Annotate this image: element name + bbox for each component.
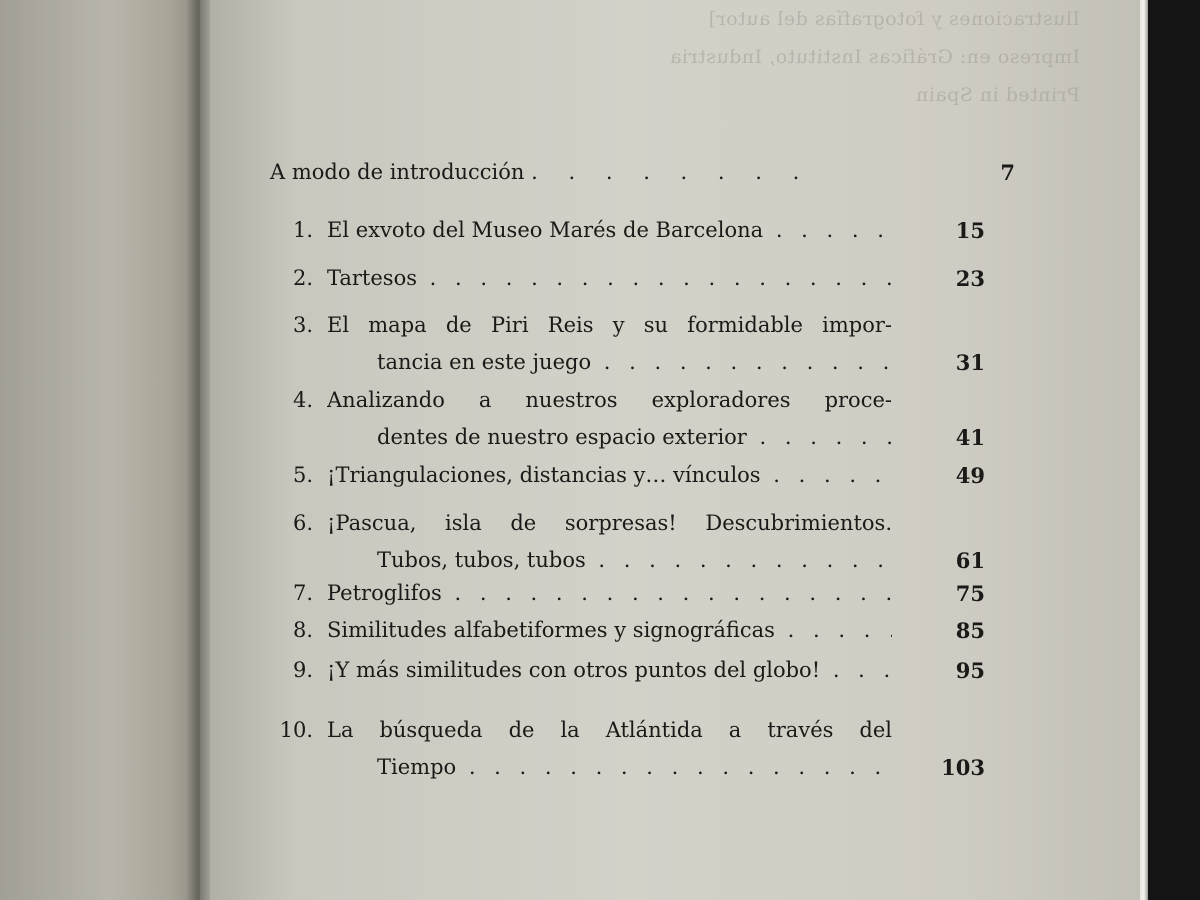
chapter-title-line: ¡Y más similitudes con otros puntos del globo! . . — [327, 658, 892, 682]
toc-entry — [245, 218, 1005, 255]
chapter-title-line: dentes de nuestro espacio exterior . . — [377, 425, 892, 449]
bleed-through-text — [560, 0, 1080, 115]
page-edge — [1140, 0, 1148, 900]
table-of-contents — [245, 148, 1015, 788]
chapter-number: 5. — [292, 463, 313, 487]
chapter-page-number: 75 — [955, 581, 985, 606]
chapter-title-line: Tiempo . . — [377, 755, 892, 779]
bleed-line: Impreso en: Gráficas Instituto, Industria — [669, 46, 1080, 68]
toc-entry — [245, 313, 1005, 387]
chapter-number: 3. — [292, 313, 313, 337]
intro-page-number: 7 — [1000, 160, 1015, 185]
chapter-number: 1. — [292, 218, 313, 242]
book-gutter — [186, 0, 210, 900]
toc-entry — [245, 581, 1005, 618]
chapter-number: 6. — [292, 511, 313, 535]
chapter-number: 8. — [292, 618, 313, 642]
chapter-page-number: 95 — [955, 658, 985, 683]
chapter-title-line: Petroglifos . . — [327, 581, 892, 605]
chapter-title-line: La búsqueda de la Atlántida a través del — [327, 718, 892, 742]
chapter-title-line: ¡Pascua, isla de sorpresas! Descubrimientos. — [327, 511, 892, 535]
bleed-line: Printed in Spain — [915, 84, 1080, 106]
chapter-title-line: Analizando a nuestros exploradores proce- — [327, 388, 892, 412]
chapter-page-number: 23 — [955, 266, 985, 291]
chapter-title-line: Tubos, tubos, tubos . . — [377, 548, 892, 572]
chapter-title-line: ¡Triangulaciones, distancias y… vínculos . . — [327, 463, 892, 487]
bleed-line: Ilustraciones y fotografías del autor] — [708, 8, 1080, 30]
chapter-title-line: El exvoto del Museo Marés de Barcelona . . — [327, 218, 892, 242]
chapter-number: 4. — [292, 388, 313, 412]
chapter-number: 9. — [292, 658, 313, 682]
chapter-page-number: 41 — [955, 425, 985, 450]
left-page — [0, 0, 200, 900]
chapter-title-line: El mapa de Piri Reis y su formidable impor- — [327, 313, 892, 337]
chapter-page-number: 61 — [955, 548, 985, 573]
toc-entry — [245, 618, 1005, 655]
chapter-page-number: 31 — [955, 350, 985, 375]
chapter-page-number: 49 — [955, 463, 985, 488]
toc-intro — [270, 160, 1015, 200]
chapter-title-line: Tartesos . . — [327, 266, 892, 290]
toc-entry — [245, 388, 1005, 462]
toc-entry — [245, 266, 1005, 303]
chapter-number: 7. — [292, 581, 313, 605]
chapter-page-number: 85 — [955, 618, 985, 643]
toc-entry — [245, 463, 1005, 500]
chapter-title-line: Similitudes alfabetiformes y signográficas . . — [327, 618, 892, 642]
intro-title: A modo de introducción . . . . . . . . — [270, 160, 812, 184]
chapter-number: 2. — [292, 266, 313, 290]
chapter-page-number: 103 — [941, 755, 985, 780]
chapter-number: 10. — [279, 718, 313, 742]
toc-entry — [245, 511, 1005, 585]
toc-entry — [245, 718, 1005, 792]
toc-entry — [245, 658, 1005, 695]
chapter-title-line: tancia en este juego . . — [377, 350, 892, 374]
chapter-page-number: 15 — [955, 218, 985, 243]
